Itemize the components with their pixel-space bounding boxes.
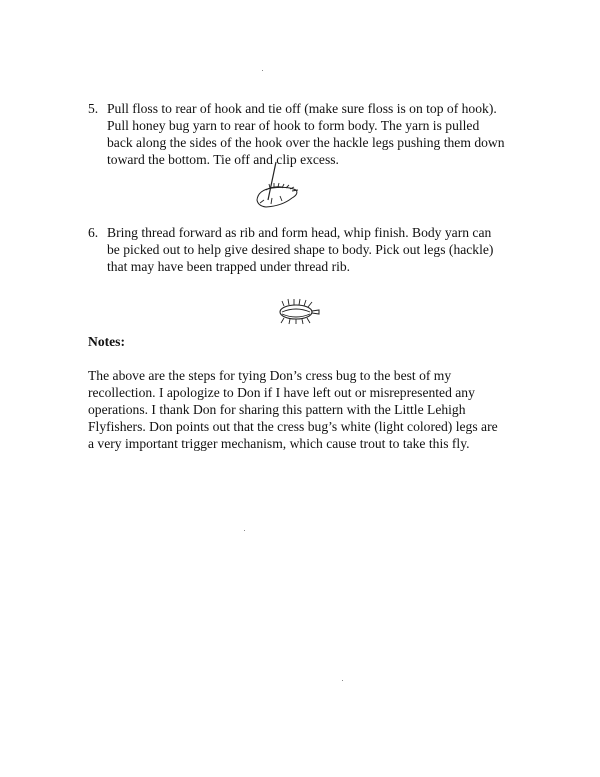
scan-speck [244,530,245,531]
step-line: Pull floss to rear of hook and tie off (make sure floss is on top of hook). [107,101,497,116]
step-text [107,224,548,275]
notes-body [88,367,518,452]
notes-line: The above are the steps for tying Don’s cress bug to the best of my [88,368,452,383]
cress-bug-partial-illustration [252,160,302,212]
step-6 [88,224,548,275]
cress-bug-finished-illustration [272,296,322,326]
step-line: that may have been trapped under thread rib. [107,259,351,274]
step-number: 6. [88,225,99,240]
notes-line: Flyfishers. Don points out that the cress bug’s white (light colored) legs are [88,419,498,434]
step-line: Bring thread forward as rib and form head, whip finish. Body yarn can [107,225,492,240]
step-line: be picked out to help give desired shape to body. Pick out legs (hackle) [107,242,494,257]
step-line: back along the sides of the hook over the hackle legs pushing them down [107,135,505,150]
notes-line: recollection. I apologize to Don if I have left out or misrepresented any [88,385,475,400]
step-line: toward the bottom. Tie off and clip excess. [107,152,339,167]
scan-speck [342,680,343,681]
notes-heading: Notes: [88,334,125,349]
notes-line: a very important trigger mechanism, which cause trout to take this fly. [88,436,470,451]
step-text [107,100,548,168]
step-5 [88,100,548,168]
step-number: 5. [88,101,99,116]
notes-line: operations. I thank Don for sharing this pattern with the Little Lehigh [88,402,466,417]
scan-speck [262,70,263,71]
step-line: Pull honey bug yarn to rear of hook to form body. The yarn is pulled [107,118,480,133]
